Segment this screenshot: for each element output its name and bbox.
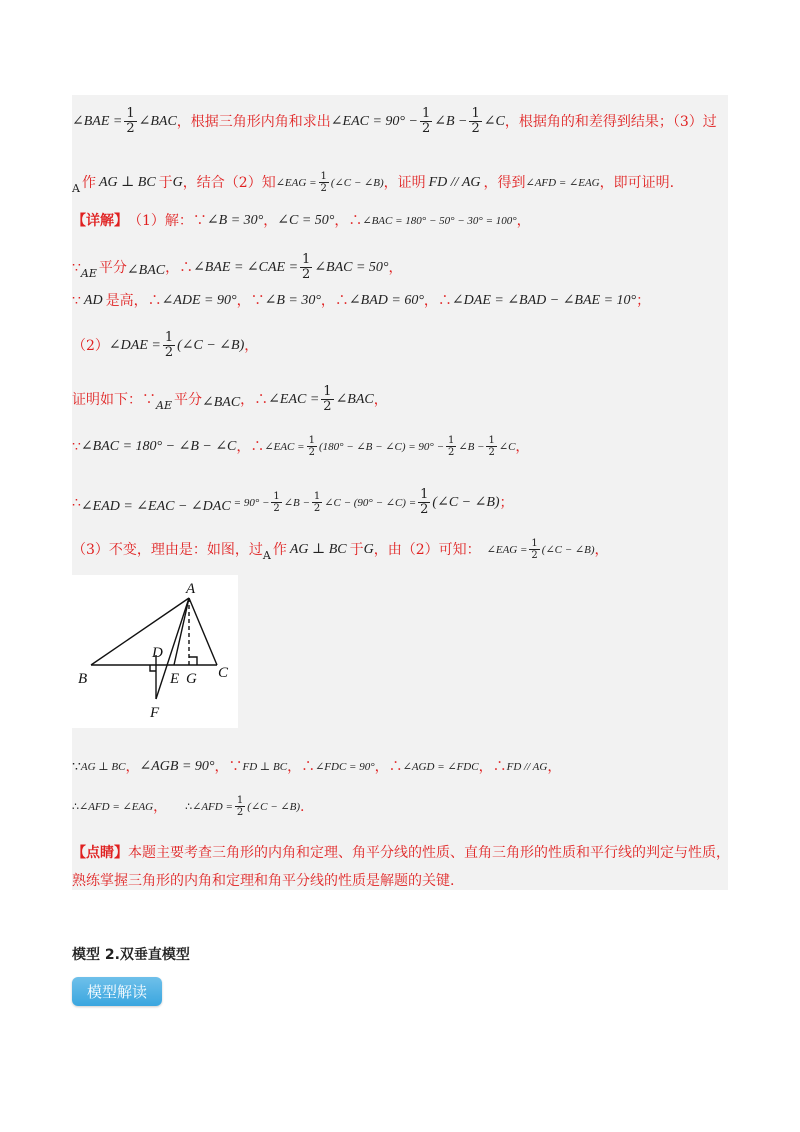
line-9: ∴ ∠EAD = ∠EAC − ∠DAC = 90° − $\frac{1}{2}$ ∠B − $\frac{1}{2}$ ∠C − (90° − ∠C) = $\frac{1}{2}$ (∠C − ∠B) ；	[72, 487, 514, 517]
math-bae: ∠BAE =	[72, 113, 123, 129]
label-a: A	[186, 581, 196, 597]
line-14: 熟练掌握三角形的内角和定理和角平分线的性质是解题的关键.	[72, 873, 455, 889]
line-12: ∴ ∠AFD = ∠EAG ， ∴ ∠AFD = $\frac{1}{2}$ (∠C − ∠B) .	[72, 795, 305, 818]
line-5: ∵ AD 是高，∴ ∠ADE = 90° ，∵ ∠B = 30° ，∴ ∠BAD = 60° ，∴ ∠DAE = ∠BAD − ∠BAE = 10° ；	[72, 293, 651, 309]
line-3: 【详解】 （1）解：∵ ∠B = 30° ， ∠C = 50° ，∴ ∠BAC = 180° − 50° − 30° = 100° ，	[72, 213, 531, 229]
line-6: （2） ∠DAE = $\frac{1}{2}$ (∠C − ∠B) ，	[72, 330, 259, 360]
line-11: ∵ AG ⊥ BC ， ∠AGB = 90° ，∵ FD ⊥ BC ，∴ ∠FDC = 90° ，∴ ∠AGD = ∠FDC ，∴ FD // AG ，	[72, 759, 562, 775]
label-e: E	[170, 671, 180, 687]
fraction-half: $\frac{1}{2}$	[126, 106, 135, 136]
line-7: 证明如下：∵ AE 平分 ∠BAC ，∴ ∠EAC = $\frac{1}{2}$ ∠BAC ，	[72, 384, 388, 414]
label-d: D	[152, 645, 163, 661]
line-4: ∵ AE 平分 ∠BAC ，∴ ∠BAE = ∠CAE = $\frac{1}{2}$ ∠BAC = 50° ，	[72, 252, 403, 282]
label-b: B	[78, 671, 88, 687]
line-10: （3）不变，理由是：如图，过 A 作 AG ⊥ BC 于 G ，由（2）可知： ∠EAG = $\frac{1}{2}$ (∠C − ∠B) ，	[72, 538, 609, 562]
label-f: F	[150, 705, 160, 721]
detail-label: 【详解】	[72, 213, 128, 229]
geometry-figure	[72, 575, 238, 728]
line-1: ∠BAE = $\frac{1}{2}$ ∠BAC ，根据三角形内角和求出 ∠EAC = 90° − $\frac{1}{2}$ ∠B − $\frac{1}{2}$ ∠C ，根据角的和差得到结果；（3）过	[72, 106, 717, 136]
comment-label: 【点睛】	[72, 845, 128, 861]
label-g: G	[186, 671, 197, 687]
line-8: ∵ ∠BAC = 180° − ∠B − ∠C ，∴ ∠EAC = $\frac{1}{2}$ (180° − ∠B − ∠C) = 90° − $\frac{1}{2}$ ∠B − $\frac{1}{2}$ ∠C ，	[72, 435, 530, 458]
triangle-diagram	[72, 575, 238, 728]
line-13: 【点睛】 本题主要考查三角形的内角和定理、角平分线的性质、直角三角形的性质和平行线的判定与性质，	[72, 845, 730, 861]
model-interpretation-badge: 模型解读	[72, 977, 162, 1006]
solution-panel	[72, 95, 728, 890]
line-2: A 作 AG ⊥ BC 于 G ，结合（2）知 ∠EAG = $\frac{1}{2}$ (∠C − ∠B) ，证明 FD // AG ，得到 ∠AFD = ∠EAG ，即可证明.	[72, 171, 675, 195]
section-heading: 模型 2.双垂直模型	[72, 947, 190, 963]
label-c: C	[218, 665, 229, 681]
